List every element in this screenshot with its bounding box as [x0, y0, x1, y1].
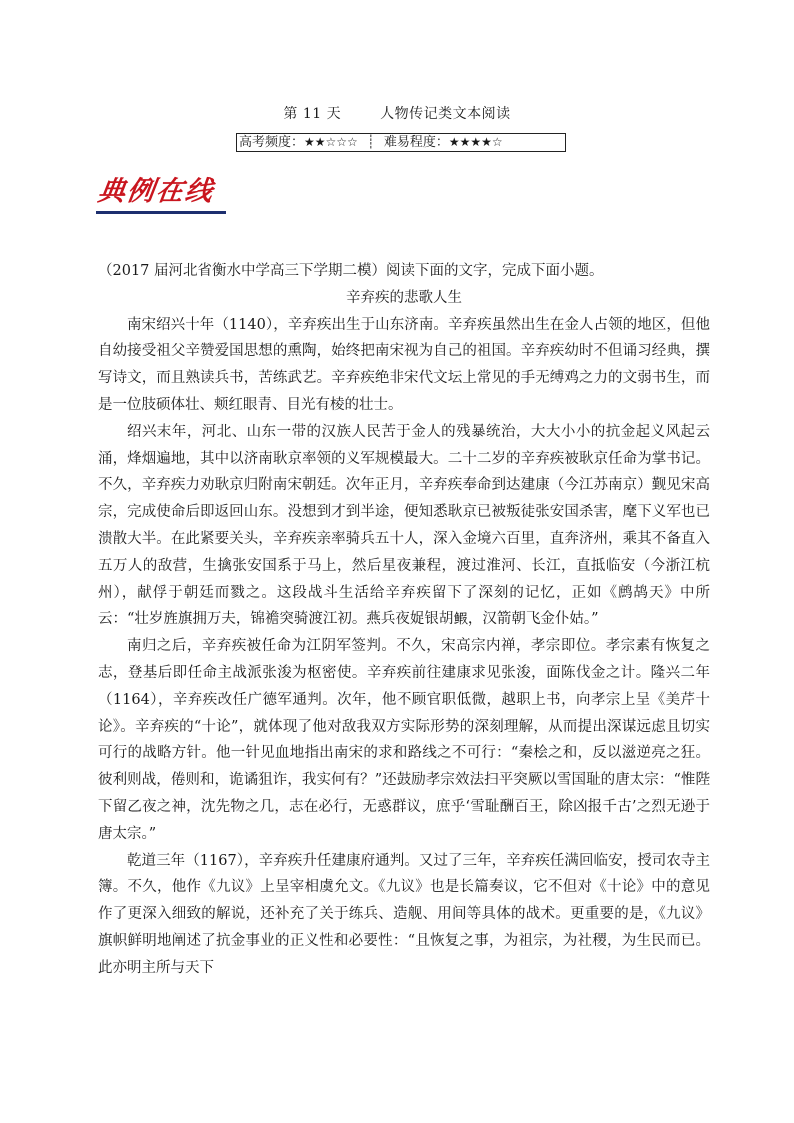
page-title	[0, 103, 794, 123]
frequency-rating	[237, 133, 360, 152]
banner-underline	[96, 211, 226, 214]
topic-label: 人物传记类文本阅读	[380, 106, 511, 122]
article-title: 辛弃疾的悲歌人生	[346, 289, 462, 306]
difficulty-rating	[382, 133, 505, 152]
article	[98, 258, 710, 982]
frequency-stars: ★★☆☆☆	[304, 135, 358, 149]
banner-text: 典例在线	[95, 176, 217, 207]
day-label: 第 11 天	[283, 106, 342, 122]
article-paragraph: 乾道三年（1167），辛弃疾升任建康府通判。又过了三年，辛弃疾任满回临安，授司农寺主簿。不久，他作《九议》上呈宰相虞允文。《九议》也是长篇奏议，它不但对《十论》中的意见作了更深入细致的解说，还补充了关于练兵、造舰、用间等具体的战术。更重要的是，《九议》旗帜鲜明地阐述了抗金事业的正义性和必要性：“且恢复之事，为祖宗，为社稷，为生民而已。此亦明主所与天下	[98, 852, 710, 976]
frequency-difficulty-box	[236, 133, 566, 152]
difficulty-stars: ★★★★☆	[448, 135, 503, 149]
article-paragraph: 南宋绍兴十年（1140），辛弃疾出生于山东济南。辛弃疾虽然出生在金人占领的地区，但他自幼接受祖父辛赞爱国思想的熏陶，始终把南宋视为自己的祖国。辛弃疾幼时不但诵习经典，撰写诗文，而且熟读兵书，苦练武艺。辛弃疾绝非宋代文坛上常见的手无缚鸡之力的文弱书生，而是一位肢硕体壮、颊红眼青、目光有棱的壮士。	[98, 316, 710, 413]
section-banner	[96, 174, 228, 218]
difficulty-label: 难易程度：	[383, 135, 449, 150]
article-paragraph: 绍兴末年，河北、山东一带的汉族人民苦于金人的残暴统治，大大小小的抗金起义风起云涌，烽烟遍地，其中以济南耿京率领的义军规模最大。二十二岁的辛弃疾被耿京任命为掌书记。不久，辛弃疾力劝耿京归附南宋朝廷。次年正月，辛弃疾奉命到达建康（今江苏南京）觐见宋高宗，完成使命后即返回山东。没想到才到半途，便知悉耿京已被叛徒张安国杀害，麾下义军也已溃散大半。在此紧要关头，辛弃疾亲率骑兵五十人，深入金境六百里，直奔济州，乘其不备直入五万人的敌营，生擒张安国系于马上，然后星夜兼程，渡过淮河、长江，直抵临安（今浙江杭州），献俘于朝廷而戮之。这段战斗生活给辛弃疾留下了深刻的记忆，正如《鹧鸪天》中所云：“壮岁旌旗拥万夫，锦襜突骑渡江初。燕兵夜娖银胡𫚥，汉箭朝飞金仆姑。”	[98, 423, 710, 628]
rating-divider: ┊	[366, 135, 375, 150]
frequency-label: 高考频度：	[239, 135, 305, 150]
article-paragraph: 南归之后，辛弃疾被任命为江阴军签判。不久，宋高宗内禅，孝宗即位。孝宗素有恢复之志，登基后即任命主战派张浚为枢密使。辛弃疾前往建康求见张浚，面陈伐金之计。隆兴二年（1164），辛弃疾改任广德军通判。次年，他不顾官职低微，越职上书，向孝宗上呈《美芹十论》。辛弃疾的“十论”，就体现了他对敌我双方实际形势的深刻理解，从而提出深谋远虑且切实可行的战略方针。他一针见血地指出南宋的求和路线之不可行：“秦桧之和，反以滋逆亮之狂。彼利则战，倦则和，诡谲狙诈，我实何有？”还鼓励孝宗效法扫平突厥以雪国耻的唐太宗：“惟陛下留乙夜之神，沈先物之几，志在必行，无惑群议，庶乎‘雪耻酬百王，除凶报千古’之烈无逊于唐太宗。”	[98, 638, 710, 842]
question-intro: （2017 届河北省衡水中学高三下学期二模）阅读下面的文字，完成下面小题。	[98, 263, 604, 279]
